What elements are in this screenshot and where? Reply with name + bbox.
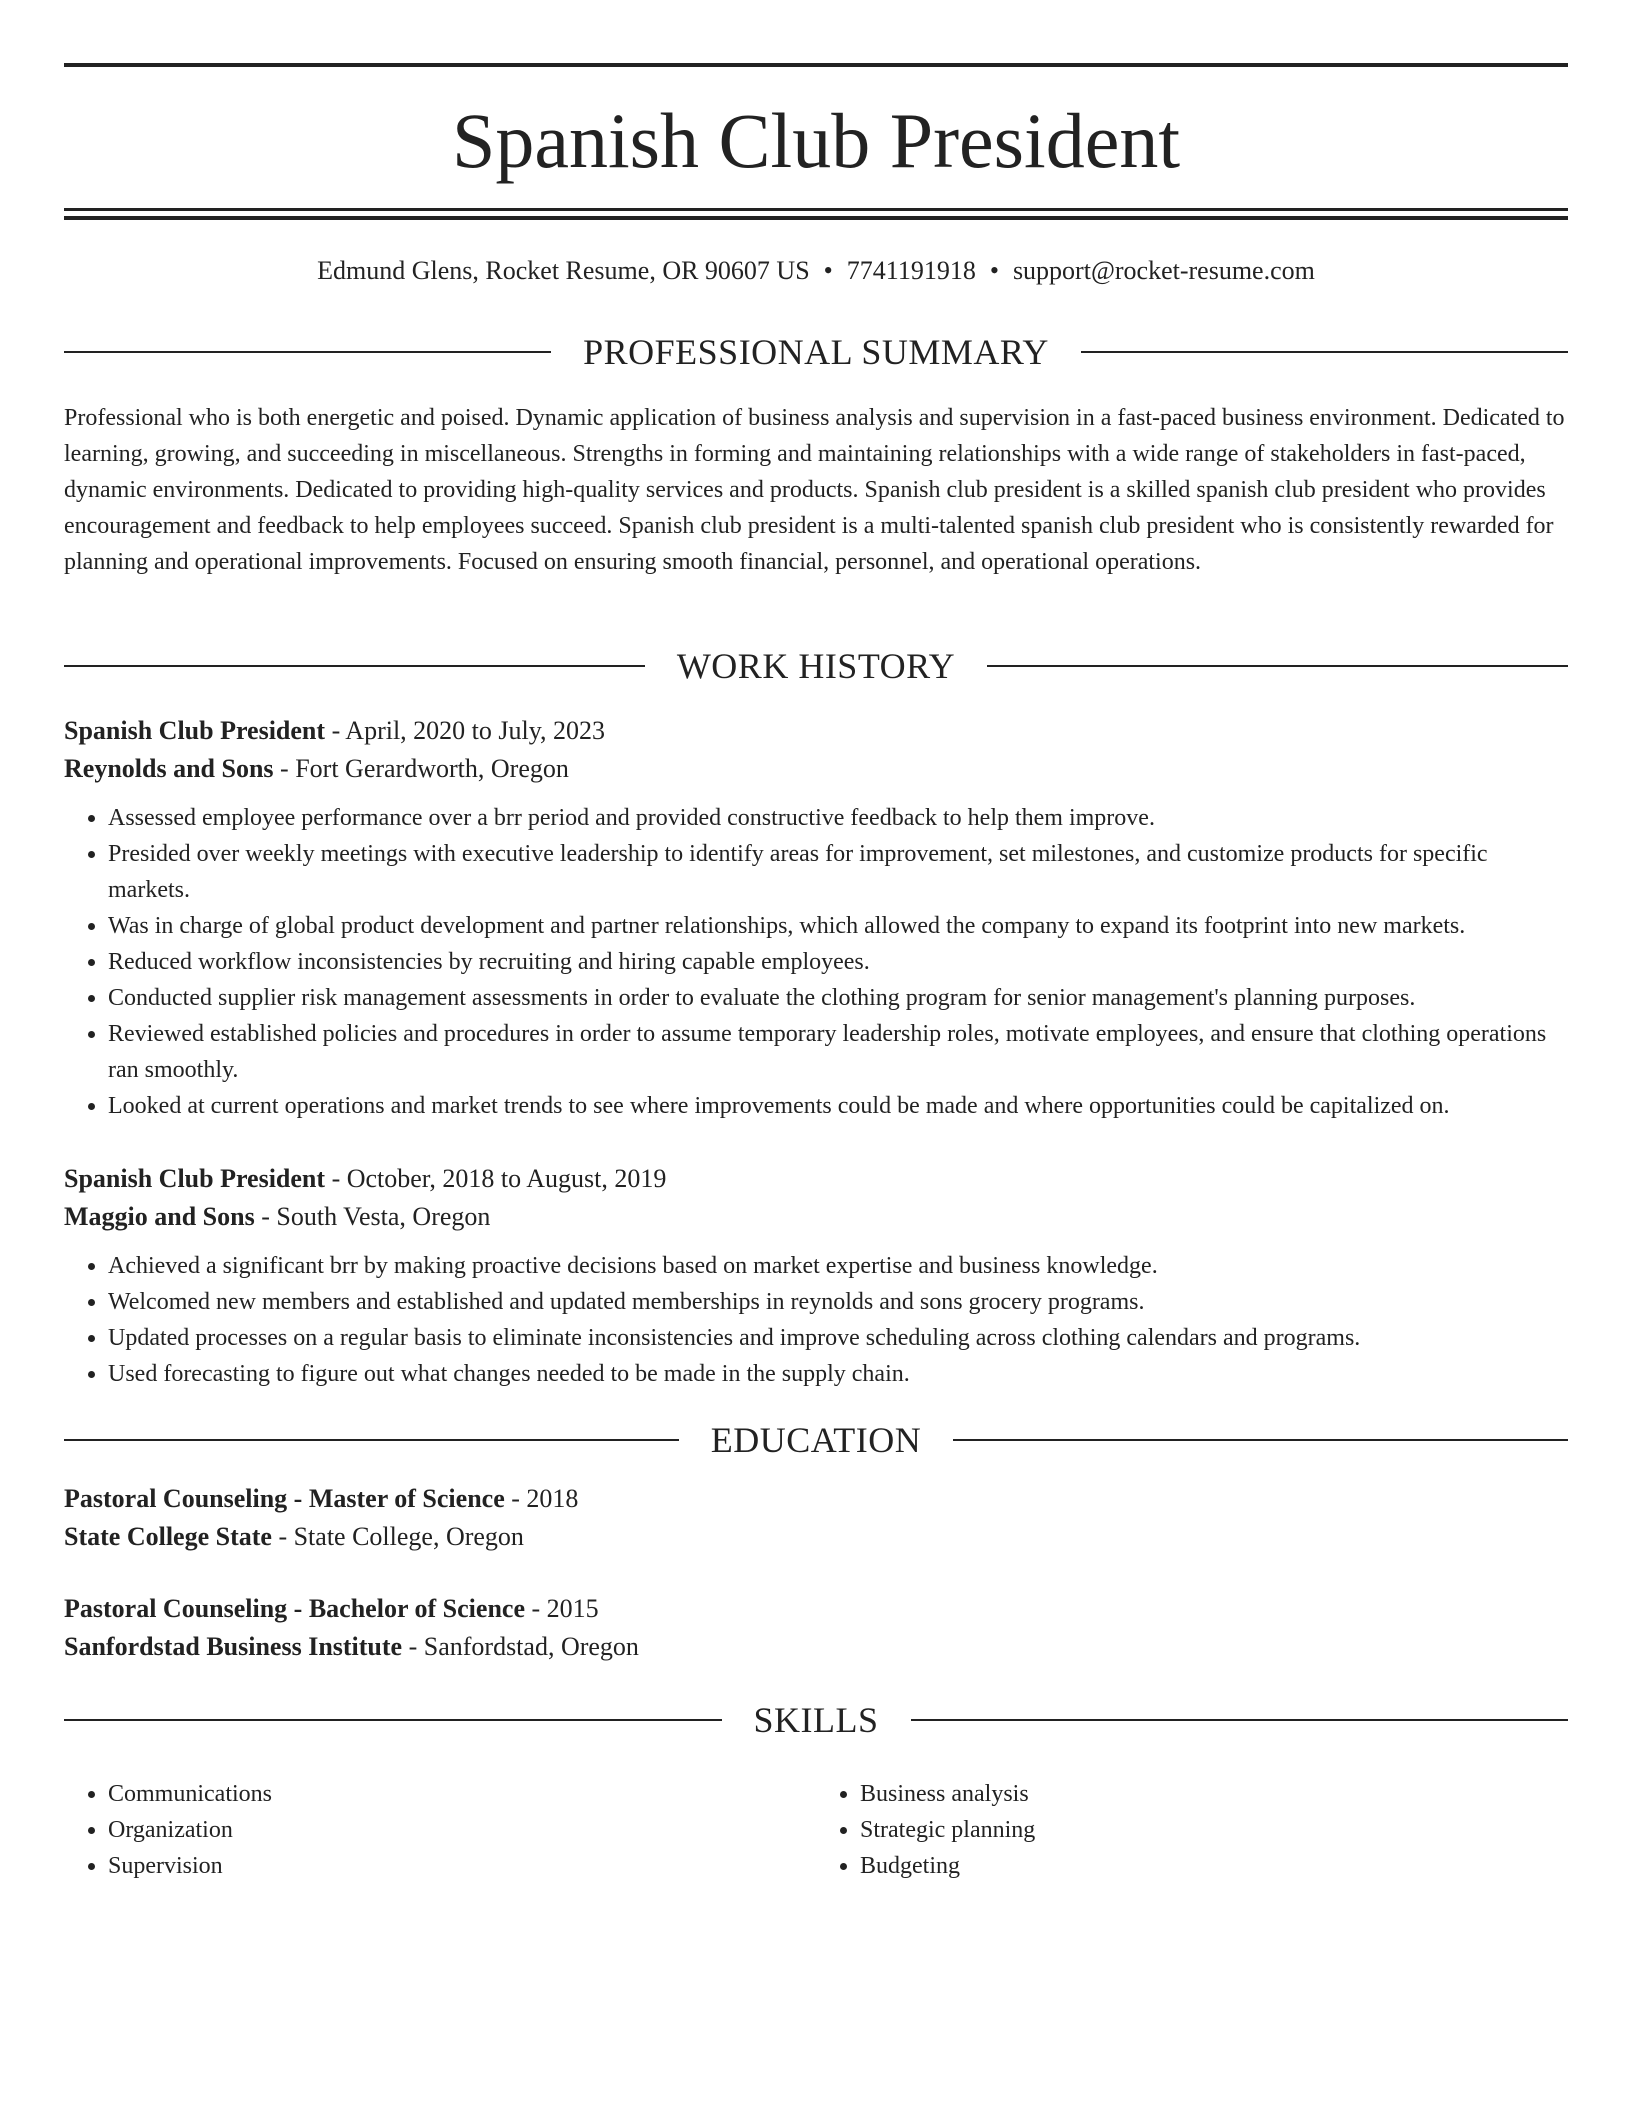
summary-text: Professional who is both energetic and poised. Dynamic application of business analysis and supervision in a fast-paced business environment. Dedicated to learning, growing, and succeeding in miscellaneous. Strengths in forming and maintaining relationships with a wide range of stakeholders in fast-paced, dynamic environments. Dedicated to providing high-quality services and products. Spanish club president is a skilled spanish club president who provides encouragement and feedback to help employees succeed. Spanish club president is a multi-talented spanish club president who is consistently rewarded for planning and operational improvements. Focused on ensuring smooth financial, personnel, and operational operations. — [64, 405, 1565, 575]
school: Sanfordstad Business Institute — [64, 1632, 403, 1661]
summary-heading-label: PROFESSIONAL SUMMARY — [583, 332, 1049, 372]
contact-separator: • — [989, 256, 999, 285]
education-heading-label: EDUCATION — [710, 1420, 922, 1460]
skills-heading-label: SKILLS — [753, 1700, 879, 1740]
job-company-line — [64, 750, 1568, 788]
skills-list — [64, 1776, 1568, 1884]
job-company: Reynolds and Sons — [64, 754, 274, 783]
heading-rule — [64, 665, 645, 667]
job-entry — [64, 1160, 1568, 1392]
job-location: - Fort Gerardworth, Oregon — [273, 754, 569, 783]
contact-address: Edmund Glens, Rocket Resume, OR 90607 US — [317, 256, 810, 285]
job-dates: - October, 2018 to August, 2019 — [325, 1164, 667, 1193]
list-item: • Used forecasting to figure out what changes needed to be made in the supply chain. — [108, 1356, 1568, 1392]
list-item: • Conducted supplier risk management assessments in order to evaluate the clothing program for senior management's planning purposes. — [108, 980, 1568, 1016]
heading-rule — [64, 1719, 722, 1721]
work-heading-label: WORK HISTORY — [676, 646, 956, 686]
list-item: • Updated processes on a regular basis to eliminate inconsistencies and improve scheduling across clothing calendars and programs. — [108, 1320, 1568, 1356]
list-item: • Assessed employee performance over a brr period and provided constructive feedback to help them improve. — [108, 800, 1568, 836]
degree-year: - 2015 — [524, 1594, 599, 1623]
skill-item: • Strategic planning — [860, 1812, 1568, 1848]
job-dates: - April, 2020 to July, 2023 — [325, 716, 606, 745]
heading-rule — [953, 1439, 1568, 1441]
list-item: • Looked at current operations and market trends to see where improvements could be made and where opportunities could be capitalized on. — [108, 1088, 1568, 1124]
skill-item: • Communications — [108, 1776, 816, 1812]
list-item: • Was in charge of global product development and partner relationships, which allowed the company to expand its footprint into new markets. — [108, 908, 1568, 944]
summary-heading — [64, 330, 1568, 374]
education-heading — [64, 1418, 1568, 1462]
job-bullets — [64, 800, 1568, 1124]
degree: Pastoral Counseling - Master of Science — [64, 1484, 505, 1513]
job-company: Maggio and Sons — [64, 1202, 255, 1231]
degree-line — [64, 1480, 1568, 1518]
education-entry — [64, 1480, 1568, 1556]
resume-title: Spanish Club President — [451, 97, 1180, 184]
skills-heading — [64, 1698, 1568, 1742]
heading-rule — [64, 351, 551, 353]
school-line — [64, 1518, 1568, 1556]
title-double-rule — [64, 208, 1568, 220]
skills-column-left — [64, 1776, 816, 1884]
school-location: - State College, Oregon — [271, 1522, 524, 1551]
school-location: - Sanfordstad, Oregon — [402, 1632, 639, 1661]
school-line — [64, 1628, 1568, 1666]
list-item: • Presided over weekly meetings with executive leadership to identify areas for improvement, set milestones, and customize products for specific markets. — [108, 836, 1568, 908]
work-heading — [64, 644, 1568, 688]
skill-item: • Business analysis — [860, 1776, 1568, 1812]
degree-line — [64, 1590, 1568, 1628]
job-location: - South Vesta, Oregon — [254, 1202, 491, 1231]
job-title-line — [64, 1160, 1568, 1198]
skill-item: • Organization — [108, 1812, 816, 1848]
school: State College State — [64, 1522, 272, 1551]
job-title-line — [64, 712, 1568, 750]
heading-rule — [64, 1439, 679, 1441]
contact-email: support@rocket-resume.com — [1012, 256, 1315, 285]
list-item: • Achieved a significant brr by making proactive decisions based on market expertise and business knowledge. — [108, 1248, 1568, 1284]
top-rule — [64, 63, 1568, 67]
degree: Pastoral Counseling - Bachelor of Science — [64, 1594, 525, 1623]
education-entry — [64, 1590, 1568, 1666]
skills-column-right — [816, 1776, 1568, 1884]
job-entry — [64, 712, 1568, 1124]
heading-rule — [911, 1719, 1569, 1721]
skill-item: • Supervision — [108, 1848, 816, 1884]
job-company-line — [64, 1198, 1568, 1236]
contact-separator: • — [823, 256, 833, 285]
contact-phone: 7741191918 — [846, 256, 976, 285]
heading-rule — [1081, 351, 1568, 353]
list-item: • Welcomed new members and established and updated memberships in reynolds and sons grocery programs. — [108, 1284, 1568, 1320]
job-bullets — [64, 1248, 1568, 1392]
job-title: Spanish Club President — [64, 716, 326, 745]
job-title: Spanish Club President — [64, 1164, 326, 1193]
skill-item: • Budgeting — [860, 1848, 1568, 1884]
list-item: • Reviewed established policies and procedures in order to assume temporary leadership roles, motivate employees, and ensure that clothing operations ran smoothly. — [108, 1016, 1568, 1088]
list-item: • Reduced workflow inconsistencies by recruiting and hiring capable employees. — [108, 944, 1568, 980]
heading-rule — [987, 665, 1568, 667]
contact-line — [64, 254, 1568, 288]
degree-year: - 2018 — [504, 1484, 579, 1513]
